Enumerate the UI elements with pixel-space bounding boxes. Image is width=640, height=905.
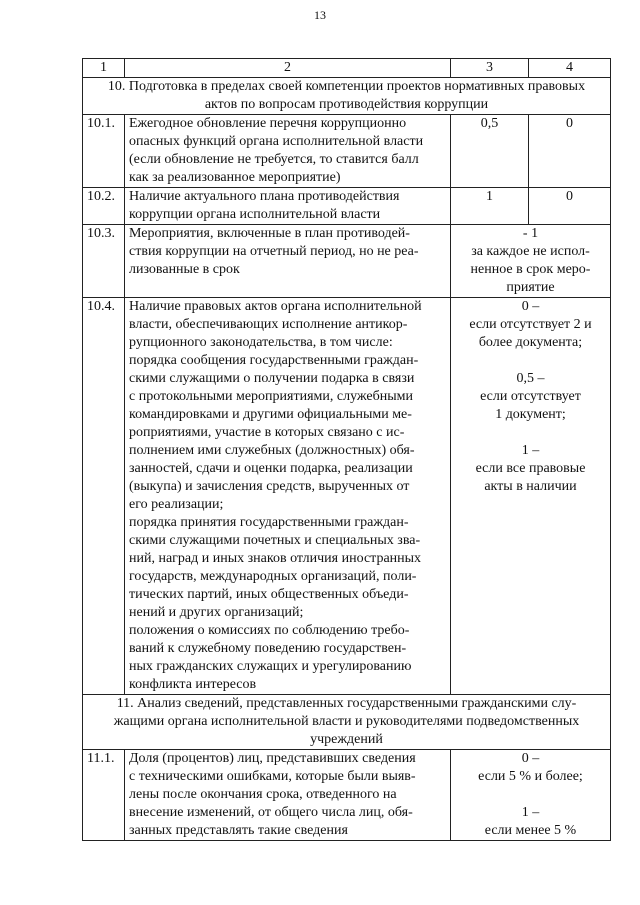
header-col-2: 2 <box>125 59 451 78</box>
row-10-1-text-line: опасных функций органа исполнительной власти <box>129 134 424 149</box>
row-11-1-text-line: занных представлять такие сведения <box>129 823 348 838</box>
row-10-4-score-line: если все правовые <box>475 461 586 476</box>
row-10-4-text-line: (выкупа) и зачисления средств, вырученных от <box>129 479 410 494</box>
row-10-3-text-line: лизованные в срок <box>129 262 240 277</box>
row-10-3-score-line: приятие <box>506 280 555 295</box>
row-10-3-number: 10.3. <box>83 225 125 298</box>
row-10-3 <box>83 225 611 298</box>
score-spacer <box>455 786 606 804</box>
row-10-4-text-line: с протокольными мероприятиями, служебными <box>129 389 413 404</box>
page-number: 13 <box>314 8 326 22</box>
row-10-4-text-line: ных гражданских служащих и урегулированию <box>129 659 412 674</box>
row-10-3-score <box>451 225 611 298</box>
row-10-4-score-line: более документа; <box>478 335 583 350</box>
row-10-2-text-line: Наличие актуального плана противодействия <box>129 189 400 204</box>
row-11-1-score-line: 1 – <box>521 805 540 820</box>
row-11-1-text-line: внесение изменений, от общего числа лиц, обя- <box>129 805 413 820</box>
header-col-3: 3 <box>451 59 529 78</box>
row-10-4-score-line: если отсутствует 2 и <box>469 317 592 332</box>
row-10-1-text-line: Ежегодное обновление перечня коррупционно <box>129 116 407 131</box>
row-11-1-score-line: если 5 % и более; <box>478 769 583 784</box>
section-11-row <box>83 695 611 750</box>
row-10-4-text-line: его реализации; <box>129 497 224 512</box>
row-10-1-text-line: (если обновление не требуется, то ставится балл <box>129 152 419 167</box>
indicator-table <box>82 58 611 841</box>
section-11-title-line: 11. Анализ сведений, представленных государственными гражданскими слу- <box>116 696 577 711</box>
row-10-3-score-line: ненное в срок меро- <box>470 262 591 277</box>
row-10-3-text <box>125 225 451 298</box>
row-10-2-number: 10.2. <box>83 188 125 225</box>
row-10-4-score-line: акты в наличии <box>484 479 577 494</box>
row-11-1-text-line: Доля (процентов) лиц, представивших сведения <box>129 751 416 766</box>
row-10-1 <box>83 115 611 188</box>
row-10-4-text-line: занностей, сдачи и оценки подарка, реализации <box>129 461 413 476</box>
row-10-4-text <box>125 298 451 695</box>
header-col-4: 4 <box>529 59 611 78</box>
row-10-2-text <box>125 188 451 225</box>
section-10-row <box>83 78 611 115</box>
row-11-1 <box>83 750 611 841</box>
row-10-4-text-line: полнением ими служебных (должностных) обя- <box>129 443 415 458</box>
section-11-title-line: учреждений <box>310 732 383 747</box>
row-10-4-text-line: Наличие правовых актов органа исполнительной <box>129 299 422 314</box>
row-10-4-score <box>451 298 611 695</box>
row-10-4-text-line: ваний к служебному поведению государствен- <box>129 641 407 656</box>
row-10-4-text-line: государств, международных организаций, поли- <box>129 569 417 584</box>
row-10-1-number: 10.1. <box>83 115 125 188</box>
row-11-1-text <box>125 750 451 841</box>
row-10-3-text-line: Мероприятия, включенные в план противодей- <box>129 226 410 241</box>
row-10-4-text-line: тических партий, иных общественных объеди- <box>129 587 409 602</box>
section-10-title-line: 10. Подготовка в пределах своей компетенции проектов нормативных правовых <box>107 79 586 94</box>
row-10-1-col4: 0 <box>529 115 611 188</box>
row-10-4-text-line: конфликта интересов <box>129 677 257 692</box>
row-10-3-score-line: за каждое не испол- <box>471 244 590 259</box>
row-10-2-text-line: коррупции органа исполнительной власти <box>129 207 381 222</box>
row-10-4-text-line: положения о комиссиях по соблюдению требо- <box>129 623 410 638</box>
row-10-4-score-line: 0 – <box>521 299 540 314</box>
row-10-4-score-line: 1 документ; <box>495 407 566 422</box>
section-10-title <box>83 78 611 115</box>
row-10-1-col3: 0,5 <box>451 115 529 188</box>
row-10-4-text-line: роприятиями, участие в которых связано с ис- <box>129 425 405 440</box>
score-spacer <box>455 352 606 370</box>
row-10-4-text-line: скими служащими о получении подарка в связи <box>129 371 415 386</box>
row-10-1-text <box>125 115 451 188</box>
row-11-1-score-line: если менее 5 % <box>484 823 577 838</box>
header-col-1: 1 <box>83 59 125 78</box>
row-11-1-score <box>451 750 611 841</box>
row-10-2-col3: 1 <box>451 188 529 225</box>
row-10-2 <box>83 188 611 225</box>
row-10-4-score-line: 0,5 – <box>516 371 545 386</box>
row-10-4-number: 10.4. <box>83 298 125 695</box>
row-10-4-text-line: нений и других организаций; <box>129 605 304 620</box>
score-spacer <box>455 424 606 442</box>
row-10-2-col4: 0 <box>529 188 611 225</box>
section-10-title-line: актов по вопросам противодействия коррупции <box>204 97 489 112</box>
row-10-4-text-line: ний, наград и иных знаков отличия иностранных <box>129 551 422 566</box>
row-10-3-score-line: - 1 <box>522 226 539 241</box>
row-10-4-text-line: власти, обеспечивающих исполнение антикор- <box>129 317 408 332</box>
row-10-4-text-line: рупционного законодательства, в том числе: <box>129 335 393 350</box>
row-11-1-score-line: 0 – <box>521 751 540 766</box>
section-11-title-line: жащими органа исполнительной власти и руководителями подведомственных <box>113 714 580 729</box>
row-10-3-text-line: ствия коррупции на отчетный период, но не реа- <box>129 244 419 259</box>
row-10-4-score-line: если отсутствует <box>480 389 581 404</box>
row-11-1-number: 11.1. <box>83 750 125 841</box>
header-row <box>83 59 611 78</box>
row-11-1-text-line: с техническими ошибками, которые были выяв- <box>129 769 416 784</box>
row-11-1-text-line: лены после окончания срока, отведенного на <box>129 787 397 802</box>
row-10-4 <box>83 298 611 695</box>
row-10-4-text-line: командировками и другими официальными ме- <box>129 407 412 422</box>
row-10-4-text-line: скими служащими почетных и специальных зва- <box>129 533 421 548</box>
row-10-4-score-line: 1 – <box>521 443 540 458</box>
row-10-1-text-line: как за реализованное мероприятие) <box>129 170 341 185</box>
row-10-4-text-line: порядка принятия государственными граждан- <box>129 515 409 530</box>
section-11-title <box>83 695 611 750</box>
row-10-4-text-line: порядка сообщения государственными граждан- <box>129 353 419 368</box>
